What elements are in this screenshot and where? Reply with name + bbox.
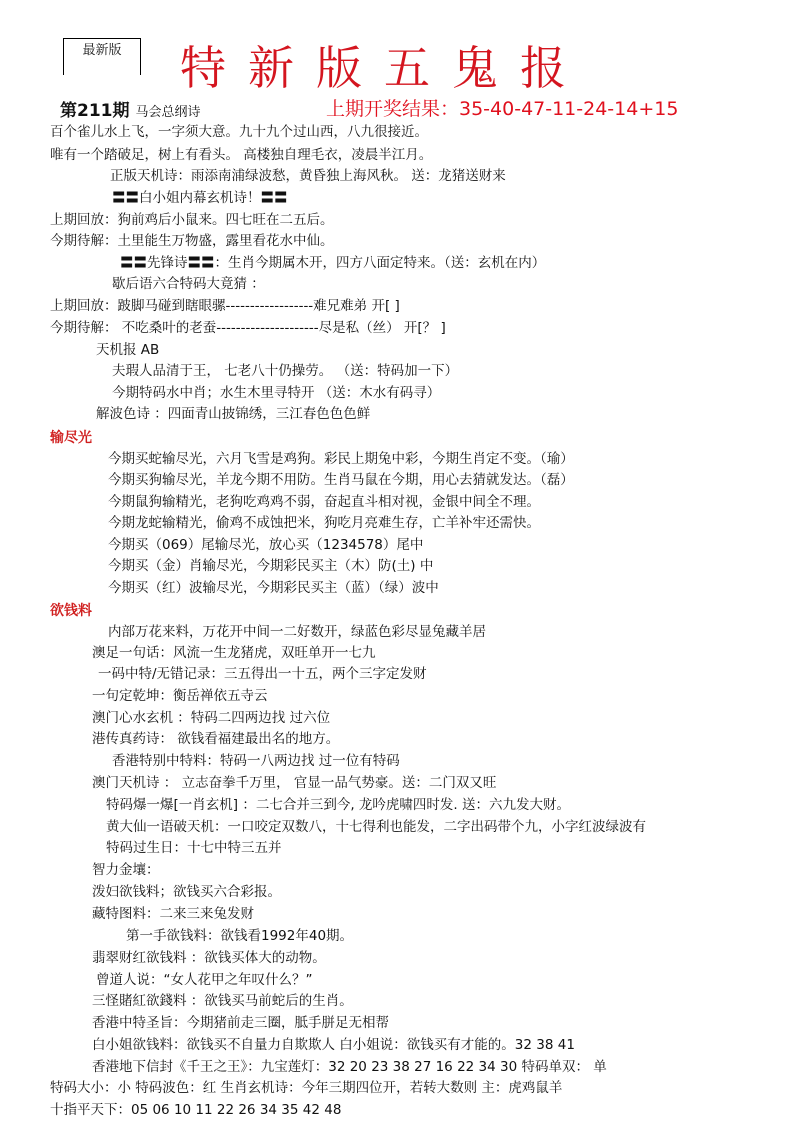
text-line: 翡翠财红欲钱料 ：欲钱买体大的动物。 — [92, 950, 326, 966]
text-line: 香港特别中特料：特码一八两边找 过一位有特码 — [112, 753, 400, 769]
text-line: 天机报 AB — [96, 342, 160, 358]
text-line: 曾道人说：“女人花甲之年叹什么？” — [96, 972, 313, 988]
text-line: 澳门心水玄机 ：特码二四两边找 过六位 — [92, 710, 331, 726]
text-line: 三怪賭紅欲錢料 ：欲钱买马前蛇后的生肖。 — [92, 993, 353, 1009]
section-heading: 输尽光 — [50, 430, 92, 446]
text-line: 今期鼠狗输精光，老狗吃鸡鸡不弱，奋起直斗相对视，金银中间全不理。 — [108, 494, 540, 510]
text-line: 今期特码水中肖；水生木里寻特开 （送：木水有码寻） — [112, 385, 441, 401]
text-line: 歇后语六合特码大竟猜 ： — [112, 276, 265, 292]
text-line: 今期买（069）尾输尽光，放心买（1234578）尾中 — [108, 537, 424, 553]
text-line: 上期回放：跛脚马碰到瞎眼骡------------------难兄难弟 开[ ] — [50, 298, 400, 314]
text-line: 藏特图料：二来三来兔发财 — [92, 906, 254, 922]
text-line: 智力金壤： — [92, 862, 160, 878]
text-line: 香港中特圣旨：今期猪前走三圈，胝手胼足无相帮 — [92, 1015, 389, 1031]
text-line: 百个雀儿水上飞，一字须大意。九十九个过山西，八九很接近。 — [50, 124, 428, 140]
text-line: 第一手欲钱料：欲钱看1992年40期。 — [126, 928, 354, 944]
text-line: 十指平天下：05 06 10 11 22 26 34 35 42 48 — [50, 1102, 342, 1118]
text-line: 今期买（红）波输尽光，今期彩民买主（蓝）（绿）波中 — [108, 580, 439, 596]
text-line: 今期买蛇输尽光，六月飞雪是鸡狗。彩民上期兔中彩，今期生肖定不变。（瑜） — [108, 451, 574, 467]
text-line: 〓〓先锋诗〓〓：生肖今期属木开，四方八面定特来。（送：玄机在内） — [120, 255, 546, 271]
text-line: 港传真药诗： 欲钱看福建最出名的地方。 — [92, 731, 340, 747]
issue-label: 第211期 — [60, 101, 130, 121]
text-line: 白小姐欲钱料：欲钱买不自量力自欺欺人 白小姐说：欲钱买有才能的。32 38 41 — [92, 1037, 575, 1053]
text-line: 一句定乾坤：衡岳禅依五寺云 — [92, 688, 268, 704]
text-line: 内部万花来料，万花开中间一二好数开，绿蓝色彩尽显兔藏羊居 — [108, 624, 486, 640]
text-line: 今期龙蛇输精光，偷鸡不成蚀把米，狗吃月亮难生存，亡羊补牢还需快。 — [108, 515, 540, 531]
text-line: 澳门天机诗 ： 立志奋拳千万里， 官显一品气势豪。送：二门双又旺 — [92, 775, 497, 791]
edition-label: 最新版 — [63, 38, 141, 75]
text-line: 香港地下信封《千王之王》：九宝莲灯：32 20 23 38 27 16 22 34 30 特码单双： 单 — [92, 1059, 607, 1075]
text-line: 正版天机诗：雨添南浦绿波愁，黄昏独上海风秋。 送：龙猪送财来 — [110, 168, 506, 184]
text-line: 今期待解： 不吃桑叶的老蚕---------------------尽是私（丝） 开[？ ] — [50, 320, 446, 336]
text-line: 特码过生日：十七中特三五并 — [106, 840, 282, 856]
text-line: 特码爆一爆[一肖玄机] ：二七合并三到今, 龙吟虎啸四时发. 送：六九发大财。 — [106, 797, 570, 813]
text-line: 唯有一个踏破足，树上有看头。 高楼独自理毛衣，凌晨半江月。 — [50, 147, 433, 163]
text-line: 解波色诗 ：四面青山披锦绣，三江春色色色鲜 — [96, 406, 371, 422]
text-line: 今期买（金）肖输尽光，今期彩民买主（木）防(土) 中 — [108, 558, 434, 574]
text-line: 今期买狗输尽光，羊龙今期不用防。生肖马鼠在今期，用心去猜就发达。（磊） — [108, 472, 574, 488]
text-line: 上期回放：狗前鸡后小鼠来。四七旺在二五后。 — [50, 212, 334, 228]
text-line: 黄大仙一语破天机：一口咬定双数八，十七得利也能发，二字出码带个九，小字红波绿波有 — [106, 819, 646, 835]
last-draw-result: 上期开奖结果：35-40-47-11-24-14+15 — [326, 98, 679, 120]
text-line: 一码中特/无错记录：三五得出一十五，两个三字定发财 — [98, 666, 427, 682]
issue-number — [60, 96, 201, 121]
page-title: 特新版五鬼报 — [180, 41, 588, 95]
text-line: 今期待解：土里能生万物盛，露里看花水中仙。 — [50, 233, 334, 249]
text-line: 泼妇欲钱料；欲钱买六合彩报。 — [92, 884, 281, 900]
text-line: 特码大小：小 特码波色：红 生肖玄机诗：今年三期四位开，若转大数则 主：虎鸡鼠羊 — [50, 1080, 563, 1096]
text-line: 夫瑕人品清于王， 七老八十仍操劳。 （送：特码加一下） — [112, 363, 459, 379]
text-line: 〓〓白小姐内幕玄机诗！〓〓 — [112, 190, 288, 206]
text-line: 澳足一句话：风流一生龙猪虎，双旺单开一七九 — [92, 645, 376, 661]
section-heading: 欲钱料 — [50, 603, 92, 619]
issue-subtitle: 马会总纲诗 — [135, 105, 201, 120]
